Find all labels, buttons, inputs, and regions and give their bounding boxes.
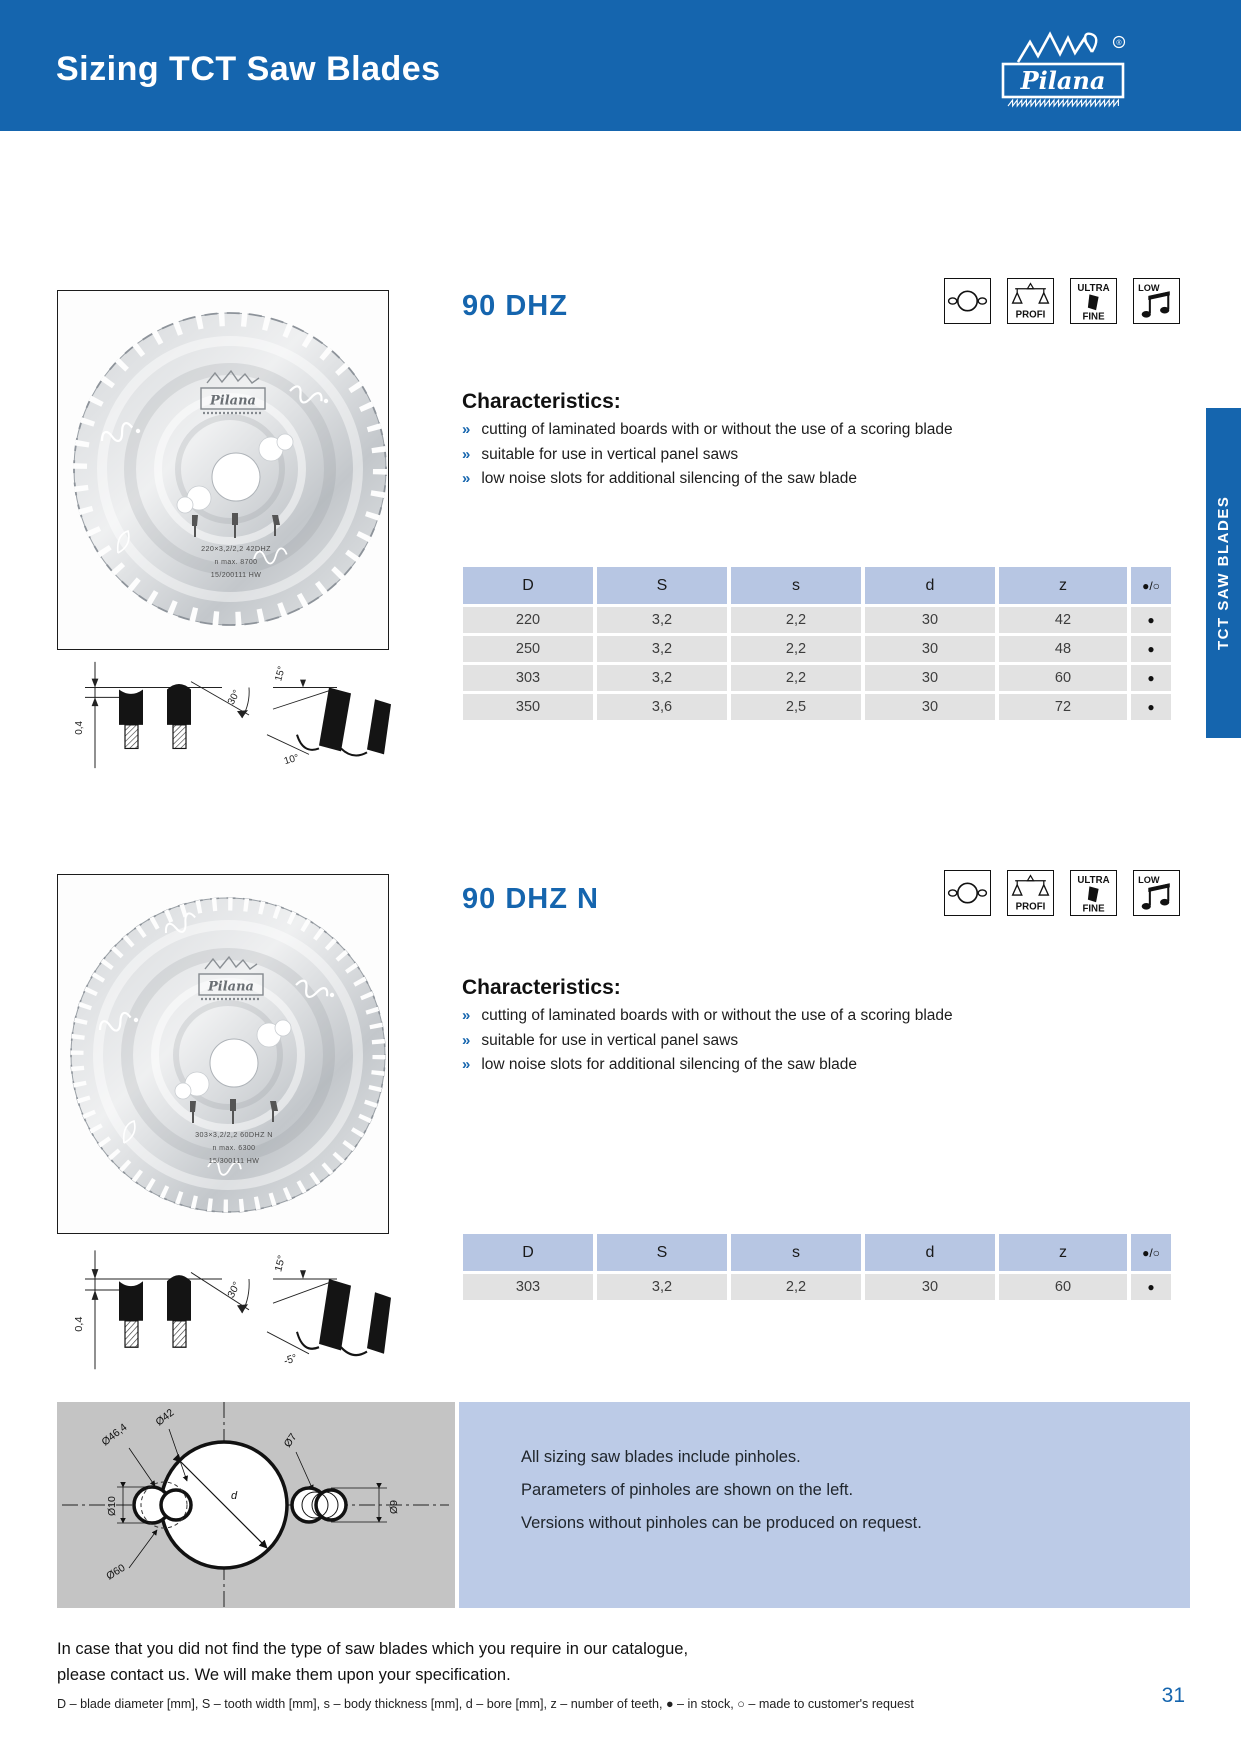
side-tab-tct-saw-blades [1206, 408, 1241, 738]
tooth-geometry-diagram-90dhz [57, 658, 392, 776]
characteristics-heading: Characteristics: [462, 390, 621, 413]
bore-diameter-label: d [231, 1490, 238, 1502]
face-angle-label: 15° [273, 665, 288, 683]
list-item: » suitable for use in vertical panel saws [462, 1031, 739, 1049]
hook-angle-label: -5° [282, 1351, 299, 1368]
stock-badge: ● [1131, 665, 1171, 691]
saw-blade-image [58, 291, 388, 649]
svg-text:ULTRA: ULTRA [1077, 874, 1110, 886]
spec-table-90dhzn [459, 1231, 1175, 1303]
blade-marking-2: n max. 6300 [212, 1145, 256, 1152]
table-row: 250 3,2 2,2 30 48 ● [463, 636, 1171, 662]
contact-note-line1: In case that you did not find the type of saw blades which you require in our catalogue, [57, 1640, 689, 1658]
blade-marking-3: 15/200111 HW [210, 572, 262, 579]
pinhole-note-line: Versions without pinholes can be produced on request. [521, 1514, 922, 1532]
stock-badge: ● [1131, 1274, 1171, 1300]
stock-badge: ● [1131, 636, 1171, 662]
blade-photo-90dhz [57, 290, 389, 650]
svg-text:Pilana: Pilana [210, 393, 256, 409]
svg-text:LOW: LOW [1138, 874, 1160, 885]
table-row: 303 3,2 2,2 30 60 ● [463, 1274, 1171, 1300]
hook-angle-label: 10° [282, 752, 301, 768]
bullet-marker: » [462, 470, 471, 487]
blade-marking-1: 220×3,2/2,2 42DHZ [201, 544, 271, 553]
spec-table-90dhz [459, 564, 1175, 723]
icon-row-90dhzn [944, 870, 1180, 916]
pinhole-dimension-drawing [57, 1402, 455, 1608]
dim-d464: Ø46,4 [99, 1421, 130, 1449]
stock-badge: ● [1131, 694, 1171, 720]
pilana-logo [1000, 26, 1132, 108]
pinhole-note-line: Parameters of pinholes are shown on the left. [521, 1481, 854, 1499]
saw-blade-image [58, 875, 388, 1233]
profi-scales-icon [1007, 870, 1054, 916]
list-item: » cutting of laminated boards with or without the use of a scoring blade [462, 421, 953, 438]
left-pinhole-pair [134, 1487, 191, 1523]
icon-row-90dhz [944, 278, 1180, 324]
bore-pinholes-icon [944, 870, 991, 916]
stock-badge: ● [1131, 607, 1171, 633]
clearance-label: 0,4 [73, 721, 86, 735]
svg-text:PROFI: PROFI [1015, 309, 1046, 321]
sawtooth-strip [1008, 100, 1118, 106]
svg-text:ULTRA: ULTRA [1077, 282, 1110, 294]
bullet-marker: » [462, 445, 471, 463]
bullet-marker: » [462, 1056, 471, 1073]
characteristics-list-90dhz [462, 421, 953, 495]
profi-scales-icon [1007, 278, 1054, 324]
dim-d60: Ø60 [104, 1561, 128, 1583]
list-item: » low noise slots for additional silencing of the saw blade [462, 470, 858, 487]
ultra-fine-icon [1070, 870, 1117, 916]
blade-marking-2: n max. 8700 [214, 559, 258, 566]
page-header [0, 0, 1241, 131]
page-number: 31 [1161, 1684, 1185, 1707]
clearance-label: 0,4 [73, 1316, 85, 1332]
svg-text:PROFI: PROFI [1015, 901, 1046, 913]
dim-d7: Ø7 [281, 1431, 300, 1450]
bullet-marker: » [462, 1007, 471, 1024]
table-header-row: D S s d z ●/○ [463, 567, 1171, 604]
list-item: » cutting of laminated boards with or without the use of a scoring blade [462, 1007, 953, 1024]
side-tab-label: TCT SAW BLADES [1215, 495, 1232, 651]
ultra-fine-icon [1070, 278, 1117, 324]
page-title: Sizing TCT Saw Blades [56, 50, 441, 88]
characteristics-heading: Characteristics: [462, 976, 621, 999]
contact-note-line2: please contact us. We will make them upon your specification. [57, 1666, 511, 1684]
dim-d10: Ø10 [106, 1496, 118, 1516]
blade-marking-1: 303×3,2/2,2 60DHZ N [195, 1130, 273, 1139]
table-header-row: D S s d z ●/○ [463, 1234, 1171, 1271]
bore-pinholes-icon [944, 278, 991, 324]
blade-photo-90dhzn [57, 874, 389, 1234]
face-angle-label: 15° [272, 1253, 288, 1274]
low-noise-icon [1133, 278, 1180, 324]
pinhole-info-panel [459, 1402, 1190, 1608]
bore-hole [212, 453, 260, 501]
svg-text:Pilana: Pilana [208, 979, 254, 995]
svg-text:FINE: FINE [1082, 311, 1105, 323]
list-item: » suitable for use in vertical panel saws [462, 445, 739, 463]
model-title-90dhzn: 90 DHZ N [462, 883, 599, 915]
svg-text:LOW: LOW [1138, 282, 1160, 293]
top-angle-label: 30° [225, 1279, 243, 1301]
blade-marking-3: 15/300111 HW [208, 1158, 260, 1165]
brand-name: Pilana [1020, 66, 1106, 95]
svg-text:FINE: FINE [1082, 903, 1105, 915]
characteristics-list-90dhzn [462, 1007, 953, 1081]
pinhole-note-line: All sizing saw blades include pinholes. [521, 1448, 801, 1466]
registered-mark: ® [1116, 40, 1122, 47]
dim-d42: Ø42 [153, 1406, 177, 1429]
model-title-90dhz: 90 DHZ [462, 290, 568, 322]
list-item: » low noise slots for additional silencing of the saw blade [462, 1056, 858, 1073]
low-noise-icon [1133, 870, 1180, 916]
bore-hole [210, 1039, 258, 1087]
top-angle-label: 30° [225, 688, 243, 707]
tooth-geometry-diagram-90dhzn [57, 1246, 392, 1378]
bullet-marker: » [462, 421, 471, 438]
bullet-marker: » [462, 1031, 471, 1049]
table-row: 220 3,2 2,2 30 42 ● [463, 607, 1171, 633]
table-row: 303 3,2 2,2 30 60 ● [463, 665, 1171, 691]
table-row: 350 3,6 2,5 30 72 ● [463, 694, 1171, 720]
table-legend: D – blade diameter [mm], S – tooth width [mm], s – body thickness [mm], d – bore [mm], z – number of teeth, ● – in stock, ○ – made to customer's request [57, 1697, 914, 1711]
pilana-logo-graphic [1000, 26, 1132, 108]
dim-d9: Ø9 [388, 1499, 400, 1514]
